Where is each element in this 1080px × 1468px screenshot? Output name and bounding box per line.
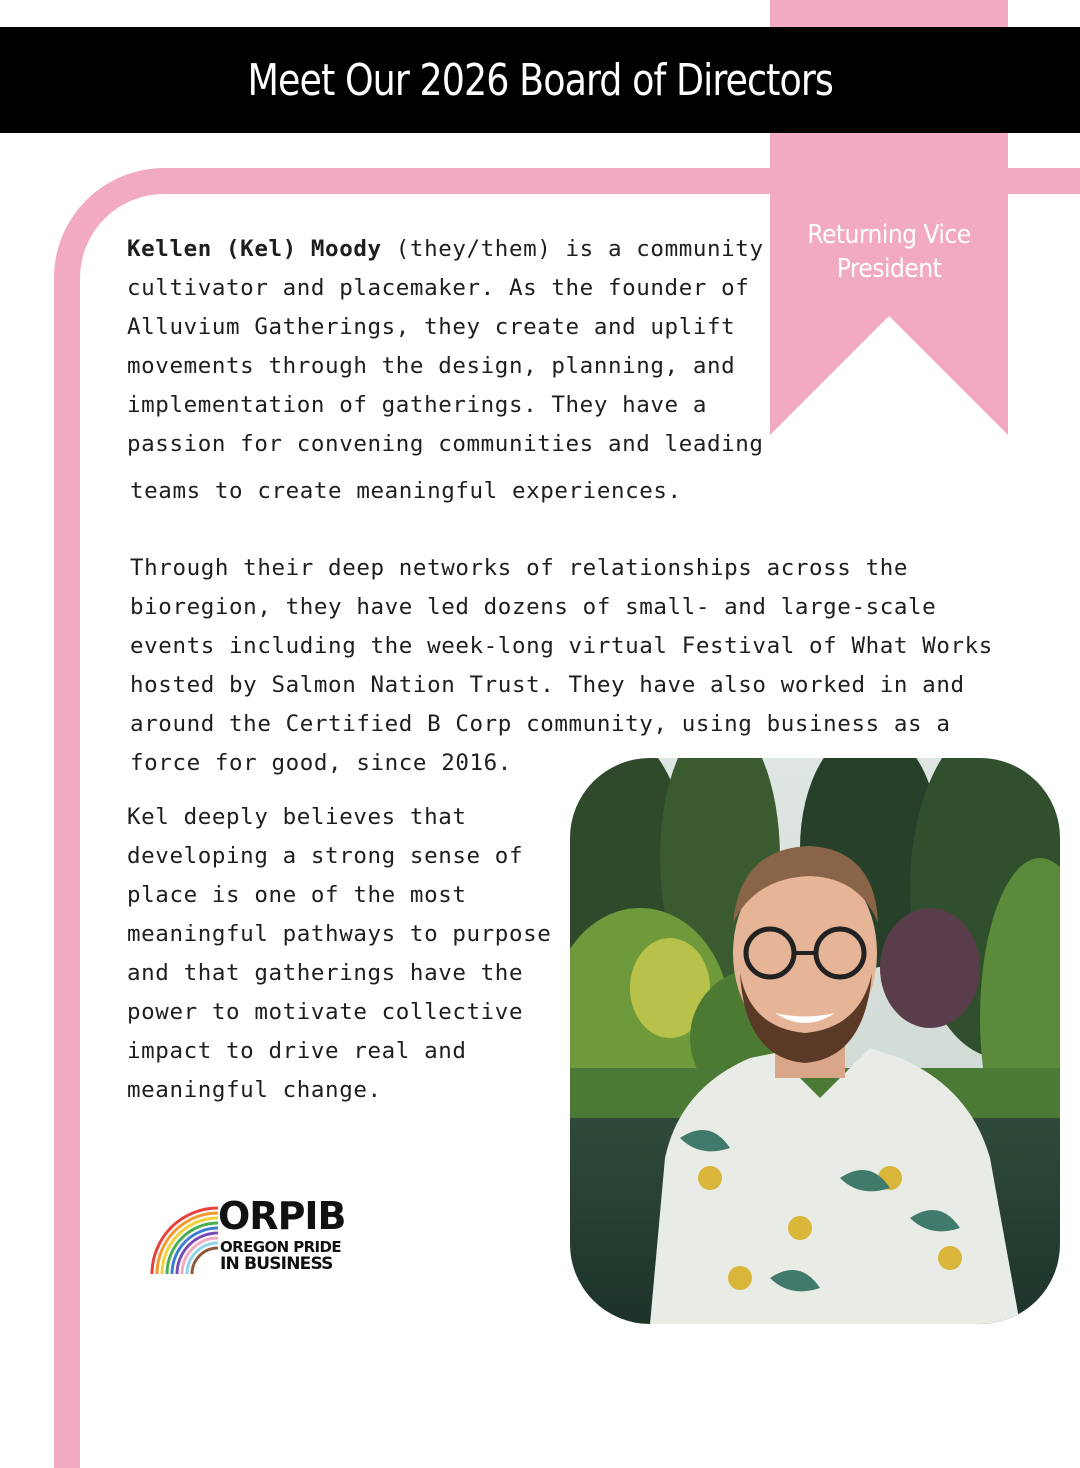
logo-acronym: ORPIB: [218, 1194, 346, 1238]
bio-line: and that gatherings have the: [127, 960, 524, 986]
bio-line: Kel deeply believes that: [127, 804, 467, 830]
portrait-photo: [570, 758, 1060, 1324]
bio-line: events including the week-long virtual Festival of What Works: [130, 633, 993, 659]
bio-paragraph-1: [127, 230, 764, 511]
bio-line: Through their deep networks of relationships across the: [130, 555, 909, 581]
bio-line: Alluvium Gatherings, they create and uplift: [127, 314, 736, 340]
bio-line: hosted by Salmon Nation Trust. They have also worked in and: [130, 672, 965, 698]
role-line-1: Returning Vice: [807, 220, 971, 250]
logo-line-1: OREGON PRIDE: [220, 1238, 342, 1256]
orpib-logo: [148, 1194, 358, 1278]
bio-paragraph-2: [130, 549, 993, 783]
bio-line: power to motivate collective: [127, 999, 524, 1025]
role-line-2: President: [836, 254, 942, 284]
header-bar: [0, 27, 1080, 133]
bio-line: teams to create meaningful experiences.: [130, 478, 682, 504]
bio-line: developing a strong sense of: [127, 843, 524, 869]
bio-line: bioregion, they have led dozens of small- and large-scale: [130, 594, 937, 620]
rainbow-arc-icon: [148, 1204, 222, 1274]
bio-line: (they/them) is a community: [381, 236, 764, 262]
person-name: Kellen (Kel) Moody: [127, 236, 382, 262]
bio-line: meaningful pathways to purpose: [127, 921, 552, 947]
bio-line: force for good, since 2016.: [130, 750, 512, 776]
bio-line: impact to drive real and: [127, 1038, 467, 1064]
bio-line: around the Certified B Corp community, using business as a: [130, 711, 951, 737]
role-label: [770, 218, 1008, 286]
bio-line: meaningful change.: [127, 1077, 382, 1103]
bio-paragraph-3: [127, 798, 551, 1110]
logo-line-2: IN BUSINESS: [220, 1254, 333, 1274]
bio-line: implementation of gatherings. They have a: [127, 392, 707, 418]
page-title: Meet Our 2026 Board of Directors: [247, 54, 833, 106]
bio-line: passion for convening communities and leading: [127, 431, 764, 457]
bio-line: cultivator and placemaker. As the founder of: [127, 275, 750, 301]
bio-line: place is one of the most: [127, 882, 467, 908]
bio-line: movements through the design, planning, and: [127, 353, 736, 379]
